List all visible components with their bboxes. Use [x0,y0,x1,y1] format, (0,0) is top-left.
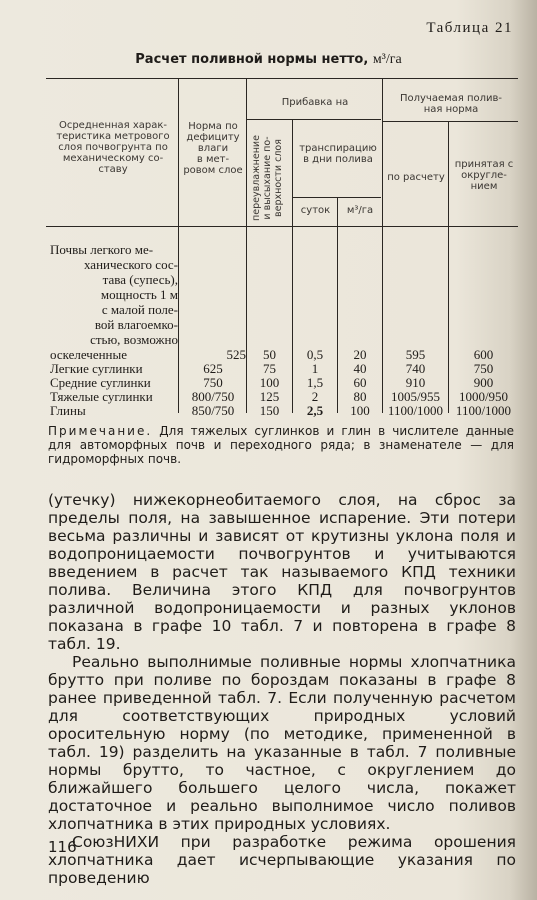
cell-pereuvl: 125 [259,389,280,404]
cell-m3ga: 100 [350,403,370,418]
row-name-line: с малой поле- [101,302,178,317]
note-label: Примечание. [48,424,153,438]
cell-norm: 850/750 [191,403,235,418]
row-name-line: ханического сос- [83,257,178,272]
cell-pereuvl: 75 [263,361,276,376]
cell-norm: 800/750 [191,389,235,404]
cell-m3ga: 40 [353,361,367,376]
table-row [50,242,178,362]
header-poluch: Получаемая полив- ная норма [399,93,503,115]
cell-m3ga: 80 [353,389,367,404]
cell-sutok: 1,5 [306,375,324,390]
cell-raschet: 910 [405,375,426,390]
table-top-rule [46,78,518,79]
header-soil: Осредненная харак- теристика метрового слоя почвогрунта по механическому со- ставу [56,120,170,175]
cell-sutok: 1 [311,361,319,376]
cell-prinyat: 1000/950 [458,389,509,404]
cell-m3ga: 60 [353,375,367,390]
row-name: Тяжелые суглинки [50,389,153,404]
cell-raschet: 1100/1000 [387,403,444,418]
paragraph: (утечку) нижекорнеобитаемого слоя, на сброс за пределы поля, на завышенное испарение. Эти потери весьма различны и зависят от крутизны уклона поля и водопроницаемости почвогрунтов и учитываются введением в расчет так называемого КПД техники полива. Величина этого КПД для почвогрунтов различной водопроницаемости и разных уклонов показана в графе 10 табл. 7 и повторена в графе 8 табл. 19. [48,491,516,653]
header-prinyataya: принятая с округле- нием [454,159,514,192]
paragraph: СоюзНИХИ при разработке режима орошения хлопчатника дает исчерпывающие указания по проведению [48,833,516,887]
body-text [48,491,516,887]
note-text: Для тяжелых суглинков и глин в числителе данные для автоморфных почв и переходного ряда; в знаменателе — для гидроморфных почв. [48,424,514,466]
table-number: Таблица 21 [426,20,513,36]
table-title-unit: м³/га [372,52,402,67]
cell-sutok: 2 [311,389,319,404]
header-norm: Норма по дефициту влаги в мет- ровом слое [183,121,243,176]
cell-sutok: 2,5 [306,403,324,418]
table-note [48,424,514,466]
header-po-raschetu: по расчету [387,172,445,183]
row-name-line: мощность 1 м [100,287,178,302]
cell-raschet: 595 [405,347,426,362]
paragraph: Реально выполнимые поливные нормы хлопчатника брутто при поливе по бороздам показаны в графе 8 ранее приведенной табл. 7. Если полученную расчетом для соответствующих природных условий оросительную норму (по методике, примененной в табл. 19) разделить на указанные в табл. 7 поливные нормы брутто, то частное, с округлением до ближайшего большего целого числа, покажет достаточное и реально выполнимое число поливов хлопчатника в этих природных условиях. [48,653,516,833]
cell-pereuvl: 150 [259,403,280,418]
cell-norm: 625 [203,361,223,376]
cell-pereuvl: 100 [259,375,280,390]
row-name-line: вой влагоемко- [94,317,178,332]
cell-m3ga: 20 [353,347,367,362]
row-name: Средние суглинки [50,375,151,390]
header-pereuvl: переувлажнение и высыхание по- верхности слоя [251,135,284,221]
row-name: Легкие суглинки [50,361,143,376]
header-sutok: суток [300,205,331,216]
col-divider-1 [178,78,179,413]
header-pribavka: Прибавка на [281,97,349,108]
cell-norm: 750 [203,375,223,390]
cell-prinyat: 600 [473,347,494,362]
row-name-line: тава (супесь), [102,272,178,287]
header-m3ga: м³/га [346,205,374,216]
row-name-line: оскелеченные [50,347,128,362]
table-title [0,52,537,68]
page-number: 116 [48,838,77,856]
table-title-text: Расчет поливной нормы нетто, [135,52,369,67]
cell-sutok: 0,5 [306,347,324,362]
cell-pereuvl: 50 [263,347,276,362]
cell-prinyat: 900 [473,375,494,390]
row-name-line: Почвы легкого ме- [50,242,154,257]
row-name: Глины [50,403,86,418]
cell-norm: 525 [226,347,246,362]
cell-raschet: 1005/955 [390,389,441,404]
cell-prinyat: 1100/1000 [455,403,512,418]
header-transpir: транспирацию в дни полива [299,143,377,165]
cell-prinyat: 750 [473,361,494,376]
pribavka-rule [247,119,381,120]
poluch-rule [383,121,518,122]
row-name-line: стью, возможно [90,332,178,347]
cell-raschet: 740 [405,361,426,376]
